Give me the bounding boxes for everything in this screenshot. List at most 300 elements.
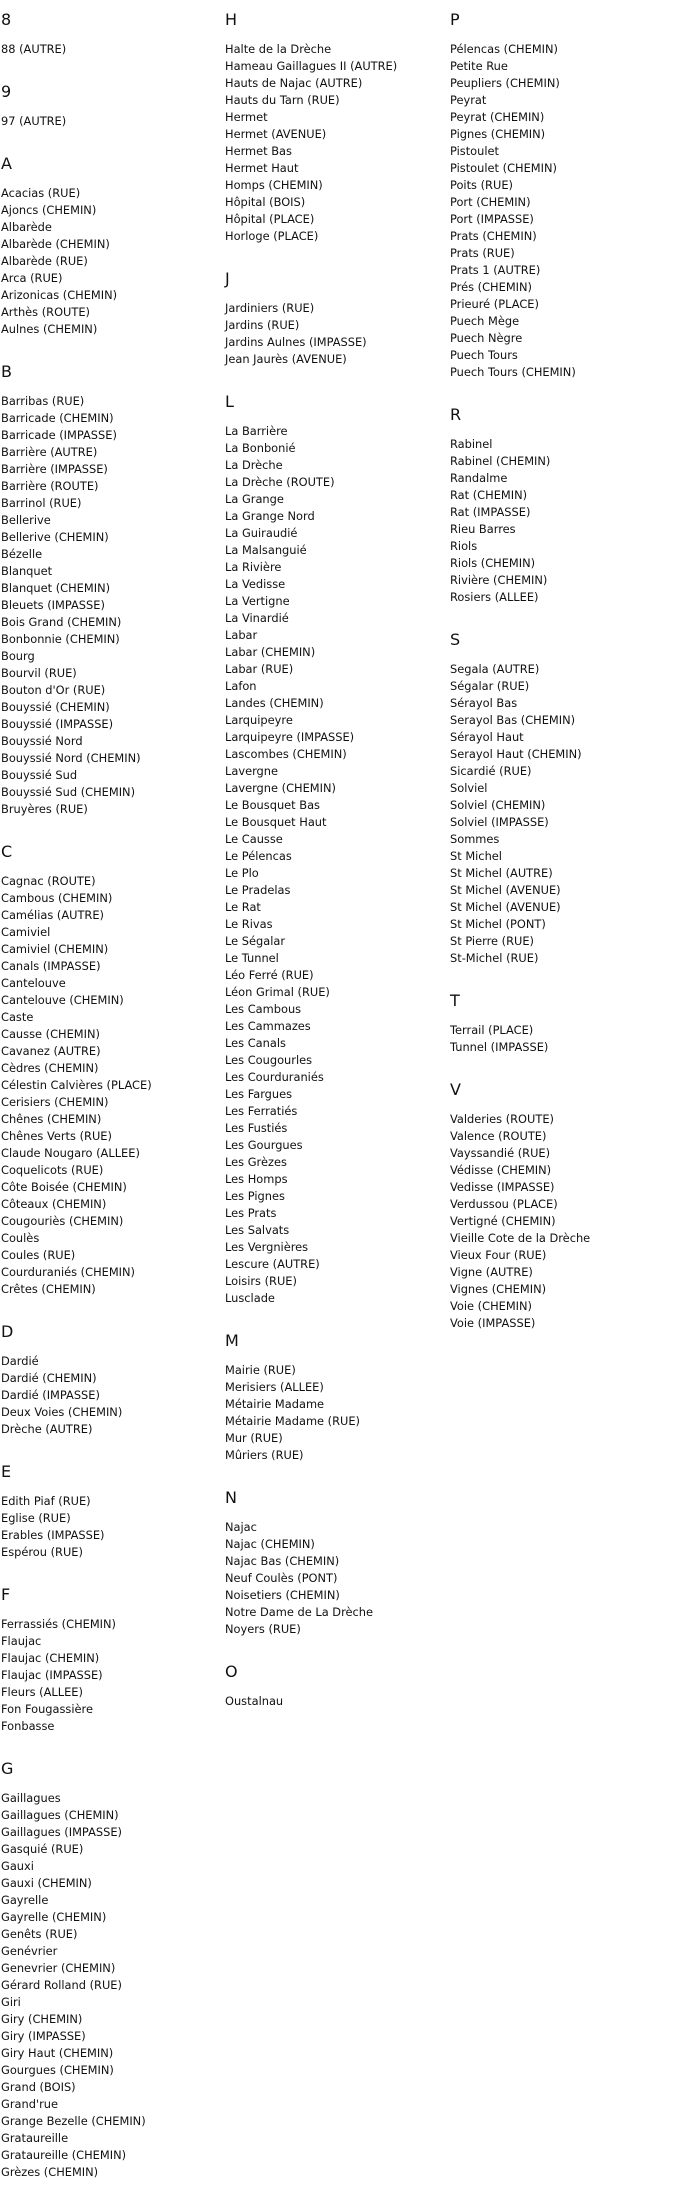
street-list	[1, 1493, 221, 1561]
street-list	[1, 393, 221, 818]
street-list	[225, 1362, 445, 1464]
street-item: Dardié	[1, 1354, 39, 1368]
street-item: Segala (AUTRE)	[450, 662, 540, 676]
letter-group-9	[1, 82, 221, 130]
street-item: Les Salvats	[225, 1223, 290, 1237]
letter-group-l	[225, 392, 445, 1307]
letter-group-p	[450, 10, 670, 381]
street-item: Védisse (CHEMIN)	[450, 1163, 552, 1177]
street-item: Bonbonnie (CHEMIN)	[1, 632, 120, 646]
street-item: Les Courduraniés	[225, 1070, 324, 1084]
street-item: Mairie (RUE)	[225, 1363, 296, 1377]
street-item: Les Ferratiés	[225, 1104, 298, 1118]
street-item: Noisetiers (CHEMIN)	[225, 1588, 340, 1602]
letter-group-c	[1, 842, 221, 1298]
street-list	[1, 873, 221, 1298]
street-item: Notre Dame de La Drèche	[225, 1605, 373, 1619]
street-item: La Grange Nord	[225, 509, 315, 523]
street-item: Deux Voies (CHEMIN)	[1, 1405, 123, 1419]
street-item: Les Pignes	[225, 1189, 285, 1203]
street-item: Prats 1 (AUTRE)	[450, 263, 541, 277]
street-list	[450, 436, 670, 606]
letter-group-g	[1, 1759, 221, 2181]
street-item: Valence (ROUTE)	[450, 1129, 547, 1143]
index-column-3	[450, 10, 670, 1356]
street-item: Gaillagues	[1, 1791, 61, 1805]
street-item: Prats (RUE)	[450, 246, 515, 260]
street-item: Camiviel	[1, 925, 51, 939]
street-item: Vieux Four (RUE)	[450, 1248, 547, 1262]
street-item: Homps (CHEMIN)	[225, 178, 323, 192]
street-item: Le Ségalar	[225, 934, 286, 948]
street-item: Giry Haut (CHEMIN)	[1, 2046, 114, 2060]
street-item: Larquipeyre	[225, 713, 293, 727]
street-item: Peyrat (CHEMIN)	[450, 110, 545, 124]
street-item: Fleurs (ALLEE)	[1, 1685, 83, 1699]
street-item: Bouyssié (CHEMIN)	[1, 700, 110, 714]
street-item: Le Rivas	[225, 917, 273, 931]
letter-heading: J	[225, 269, 230, 288]
street-item: Noyers (RUE)	[225, 1622, 301, 1636]
street-item: Serayol Bas (CHEMIN)	[450, 713, 576, 727]
letter-group-j	[225, 269, 445, 368]
street-item: Eglise (RUE)	[1, 1511, 71, 1525]
letter-heading: D	[1, 1322, 14, 1341]
street-item: Voie (CHEMIN)	[450, 1299, 532, 1313]
letter-heading: G	[1, 1759, 14, 1778]
street-item: Vigne (AUTRE)	[450, 1265, 533, 1279]
street-item: Barrière (ROUTE)	[1, 479, 99, 493]
street-item: Ferrassiés (CHEMIN)	[1, 1617, 116, 1631]
street-list	[1, 1790, 221, 2181]
letter-heading: S	[450, 630, 461, 649]
street-list	[225, 1693, 445, 1710]
street-item: Crêtes (CHEMIN)	[1, 1282, 96, 1296]
street-item: 88 (AUTRE)	[1, 42, 67, 56]
street-item: Coquelicots (RUE)	[1, 1163, 104, 1177]
street-item: Coulès	[1, 1231, 40, 1245]
street-item: Labar (RUE)	[225, 662, 294, 676]
street-item: Barrinol (RUE)	[1, 496, 82, 510]
street-item: Giry (IMPASSE)	[1, 2029, 86, 2043]
street-item: Voie (IMPASSE)	[450, 1316, 536, 1330]
street-item: Terrail (PLACE)	[450, 1023, 534, 1037]
street-item: Blanquet (CHEMIN)	[1, 581, 111, 595]
street-item: Puech Nègre	[450, 331, 523, 345]
street-item: Albarède	[1, 220, 52, 234]
street-item: Causse (CHEMIN)	[1, 1027, 100, 1041]
letter-group-d	[1, 1322, 221, 1438]
street-item: Pignes (CHEMIN)	[450, 127, 546, 141]
street-item: Les Fustiés	[225, 1121, 288, 1135]
letter-group-h	[225, 10, 445, 245]
street-item: Fonbasse	[1, 1719, 55, 1733]
street-item: Solviel (CHEMIN)	[450, 798, 546, 812]
street-item: Rosiers (ALLEE)	[450, 590, 539, 604]
street-item: Edith Piaf (RUE)	[1, 1494, 91, 1508]
letter-heading: M	[225, 1331, 239, 1350]
letter-heading: R	[450, 405, 462, 424]
street-item: Prats (CHEMIN)	[450, 229, 537, 243]
street-item: Lusclade	[225, 1291, 275, 1305]
street-item: 97 (AUTRE)	[1, 114, 67, 128]
street-item: Les Vergnières	[225, 1240, 309, 1254]
street-item: Oustalnau	[225, 1694, 284, 1708]
street-item: Genêts (RUE)	[1, 1927, 78, 1941]
letter-heading: H	[225, 10, 238, 29]
letter-group-s	[450, 630, 670, 967]
street-item: Bellerive	[1, 513, 51, 527]
street-item: Camélias (AUTRE)	[1, 908, 104, 922]
street-item: Gauxi (CHEMIN)	[1, 1876, 92, 1890]
street-item: Le Bousquet Haut	[225, 815, 327, 829]
letter-heading: A	[1, 154, 12, 173]
street-item: Espérou (RUE)	[1, 1545, 83, 1559]
street-item: Cantelouve	[1, 976, 66, 990]
street-item: Vedisse (IMPASSE)	[450, 1180, 555, 1194]
letter-heading: E	[1, 1462, 12, 1481]
street-item: Valderies (ROUTE)	[450, 1112, 554, 1126]
street-item: Chênes (CHEMIN)	[1, 1112, 102, 1126]
street-item: Sérayol Bas	[450, 696, 518, 710]
street-item: Gérard Rolland (RUE)	[1, 1978, 122, 1992]
street-item: Halte de la Drèche	[225, 42, 332, 56]
street-item: Hermet Haut	[225, 161, 299, 175]
street-item: Giri	[1, 1995, 21, 2009]
street-item: Le Plo	[225, 866, 259, 880]
street-item: Hermet (AVENUE)	[225, 127, 327, 141]
letter-group-e	[1, 1462, 221, 1561]
street-item: Les Fargues	[225, 1087, 293, 1101]
street-item: Camiviel (CHEMIN)	[1, 942, 109, 956]
street-item: Bézelle	[1, 547, 43, 561]
letter-heading: 8	[1, 10, 12, 29]
street-item: Najac (CHEMIN)	[225, 1537, 315, 1551]
street-item: Bouyssié Sud	[1, 768, 78, 782]
street-item: Rabinel	[450, 437, 493, 451]
street-item: Port (CHEMIN)	[450, 195, 531, 209]
street-item: Sommes	[450, 832, 500, 846]
letter-group-m	[225, 1331, 445, 1464]
street-item: Le Pradelas	[225, 883, 291, 897]
street-list	[1, 1353, 221, 1438]
street-list	[225, 41, 445, 245]
street-item: Solviel	[450, 781, 488, 795]
letter-group-b	[1, 362, 221, 818]
letter-heading: B	[1, 362, 12, 381]
street-item: Les Cambous	[225, 1002, 302, 1016]
street-item: Bouton d'Or (RUE)	[1, 683, 106, 697]
street-item: La Malsanguié	[225, 543, 307, 557]
street-item: Prés (CHEMIN)	[450, 280, 532, 294]
street-item: Bellerive (CHEMIN)	[1, 530, 109, 544]
street-item: Le Rat	[225, 900, 261, 914]
street-item: Barricade (CHEMIN)	[1, 411, 114, 425]
street-item: Port (IMPASSE)	[450, 212, 534, 226]
street-item: Rabinel (CHEMIN)	[450, 454, 551, 468]
street-item: Puech Tours	[450, 348, 518, 362]
street-item: Riols (CHEMIN)	[450, 556, 536, 570]
street-item: Petite Rue	[450, 59, 508, 73]
street-item: Dardié (IMPASSE)	[1, 1388, 100, 1402]
street-item: Cèdres (CHEMIN)	[1, 1061, 99, 1075]
letter-group-f	[1, 1585, 221, 1735]
street-item: Larquipeyre (IMPASSE)	[225, 730, 355, 744]
street-item: Neuf Coulès (PONT)	[225, 1571, 338, 1585]
street-item: Dardié (CHEMIN)	[1, 1371, 97, 1385]
street-item: Sicardié (RUE)	[450, 764, 532, 778]
letter-heading: O	[225, 1662, 238, 1681]
street-item: Pistoulet (CHEMIN)	[450, 161, 557, 175]
street-item: La Drèche (ROUTE)	[225, 475, 335, 489]
street-item: Hauts du Tarn (RUE)	[225, 93, 340, 107]
street-list	[225, 423, 445, 1307]
street-item: Arthès (ROUTE)	[1, 305, 90, 319]
street-item: Métairie Madame (RUE)	[225, 1414, 361, 1428]
street-item: Albarède (CHEMIN)	[1, 237, 110, 251]
street-list	[450, 661, 670, 967]
street-item: Cantelouve (CHEMIN)	[1, 993, 124, 1007]
street-item: Rat (CHEMIN)	[450, 488, 528, 502]
street-item: Gayrelle (CHEMIN)	[1, 1910, 107, 1924]
street-item: La Barrière	[225, 424, 288, 438]
letter-heading: F	[1, 1585, 11, 1604]
street-item: Gourgues (CHEMIN)	[1, 2063, 114, 2077]
street-item: Bourvil (RUE)	[1, 666, 77, 680]
index-column-2	[225, 10, 445, 1734]
letter-heading: P	[450, 10, 460, 29]
street-item: Drèche (AUTRE)	[1, 1422, 93, 1436]
street-item: Pélencas (CHEMIN)	[450, 42, 558, 56]
street-list	[450, 1111, 670, 1332]
letter-heading: N	[225, 1488, 237, 1507]
street-item: Ségalar (RUE)	[450, 679, 530, 693]
street-item: Arca (RUE)	[1, 271, 63, 285]
street-item: Lascombes (CHEMIN)	[225, 747, 347, 761]
street-item: Grange Bezelle (CHEMIN)	[1, 2114, 146, 2128]
street-item: Landes (CHEMIN)	[225, 696, 324, 710]
street-item: Rivière (CHEMIN)	[450, 573, 548, 587]
letter-heading: L	[225, 392, 234, 411]
street-list	[225, 300, 445, 368]
street-item: Lavergne (CHEMIN)	[225, 781, 336, 795]
street-item: Vignes (CHEMIN)	[450, 1282, 547, 1296]
street-item: Poits (RUE)	[450, 178, 513, 192]
street-item: Célestin Calvières (PLACE)	[1, 1078, 152, 1092]
street-list	[450, 1022, 670, 1056]
street-item: Le Pélencas	[225, 849, 292, 863]
street-item: St Michel (AVENUE)	[450, 883, 561, 897]
letter-group-v	[450, 1080, 670, 1332]
street-item: Rieu Barres	[450, 522, 516, 536]
street-item: Loisirs (RUE)	[225, 1274, 297, 1288]
street-item: Canals (IMPASSE)	[1, 959, 101, 973]
street-item: Côteaux (CHEMIN)	[1, 1197, 107, 1211]
street-item: Cagnac (ROUTE)	[1, 874, 96, 888]
street-item: Barrière (AUTRE)	[1, 445, 98, 459]
street-item: Genevrier (CHEMIN)	[1, 1961, 116, 1975]
street-item: Jardiniers (RUE)	[225, 301, 315, 315]
street-item: Les Homps	[225, 1172, 288, 1186]
street-item: Vayssandié (RUE)	[450, 1146, 551, 1160]
street-item: Fon Fougassière	[1, 1702, 93, 1716]
letter-group-8	[1, 10, 221, 58]
street-item: Les Gourgues	[225, 1138, 303, 1152]
street-item: Horloge (PLACE)	[225, 229, 319, 243]
street-item: Cougouriès (CHEMIN)	[1, 1214, 124, 1228]
street-item: Gayrelle	[1, 1893, 49, 1907]
street-item: Flaujac (CHEMIN)	[1, 1651, 100, 1665]
street-item: La Vedisse	[225, 577, 286, 591]
street-item: Hauts de Najac (AUTRE)	[225, 76, 363, 90]
street-item: Gaillagues (IMPASSE)	[1, 1825, 122, 1839]
street-item: Flaujac (IMPASSE)	[1, 1668, 103, 1682]
street-item: Grand (BOIS)	[1, 2080, 76, 2094]
street-item: Cerisiers (CHEMIN)	[1, 1095, 109, 1109]
letter-heading: C	[1, 842, 13, 861]
street-item: Hermet	[225, 110, 268, 124]
street-item: Les Grèzes	[225, 1155, 287, 1169]
street-list	[450, 41, 670, 381]
street-item: Le Tunnel	[225, 951, 279, 965]
letter-group-r	[450, 405, 670, 606]
street-item: Mûriers (RUE)	[225, 1448, 304, 1462]
street-item: La Vinardié	[225, 611, 289, 625]
street-item: Vertigné (CHEMIN)	[450, 1214, 556, 1228]
street-item: Gaillagues (CHEMIN)	[1, 1808, 119, 1822]
street-item: St Pierre (RUE)	[450, 934, 534, 948]
street-item: Erables (IMPASSE)	[1, 1528, 105, 1542]
street-item: Blanquet	[1, 564, 53, 578]
street-item: Métairie Madame	[225, 1397, 325, 1411]
street-item: Grataureille	[1, 2131, 69, 2145]
street-list	[1, 185, 221, 338]
street-item: Genévrier	[1, 1944, 58, 1958]
street-item: Albarède (RUE)	[1, 254, 88, 268]
street-list	[1, 1616, 221, 1735]
street-item: Grèzes (CHEMIN)	[1, 2165, 99, 2179]
street-item: Côte Boisée (CHEMIN)	[1, 1180, 127, 1194]
street-item: Lavergne	[225, 764, 279, 778]
letter-group-t	[450, 991, 670, 1056]
street-list	[225, 1519, 445, 1638]
street-item: Bouyssié Nord (CHEMIN)	[1, 751, 141, 765]
letter-group-n	[225, 1488, 445, 1638]
street-item: Claude Nougaro (ALLEE)	[1, 1146, 140, 1160]
street-item: Courduraniés (CHEMIN)	[1, 1265, 135, 1279]
street-item: Barricade (IMPASSE)	[1, 428, 117, 442]
street-item: Bourg	[1, 649, 35, 663]
street-item: Prieuré (PLACE)	[450, 297, 539, 311]
street-item: Hôpital (PLACE)	[225, 212, 315, 226]
street-item: Riols	[450, 539, 478, 553]
street-item: Les Canals	[225, 1036, 286, 1050]
street-item: Caste	[1, 1010, 34, 1024]
street-item: Lescure (AUTRE)	[225, 1257, 320, 1271]
street-item: La Rivière	[225, 560, 282, 574]
street-item: Les Prats	[225, 1206, 277, 1220]
street-item: La Bonbonié	[225, 441, 296, 455]
street-item: Chênes Verts (RUE)	[1, 1129, 112, 1143]
street-item: Cambous (CHEMIN)	[1, 891, 113, 905]
street-item: Barrière (IMPASSE)	[1, 462, 108, 476]
street-list	[1, 41, 221, 58]
street-item: Bruyères (RUE)	[1, 802, 88, 816]
street-item: St Michel (AUTRE)	[450, 866, 553, 880]
street-item: La Guiraudié	[225, 526, 298, 540]
street-item: Merisiers (ALLEE)	[225, 1380, 324, 1394]
street-item: Grand'rue	[1, 2097, 58, 2111]
street-item: St Michel (PONT)	[450, 917, 546, 931]
street-item: Le Bousquet Bas	[225, 798, 320, 812]
street-item: Bleuets (IMPASSE)	[1, 598, 105, 612]
street-item: St Michel (AVENUE)	[450, 900, 561, 914]
street-item: La Vertigne	[225, 594, 290, 608]
street-item: Jardins Aulnes (IMPASSE)	[225, 335, 367, 349]
street-item: Verdussou (PLACE)	[450, 1197, 558, 1211]
street-item: Léo Ferré (RUE)	[225, 968, 314, 982]
letter-heading: 9	[1, 82, 12, 101]
street-item: Barribas (RUE)	[1, 394, 85, 408]
street-item: Bouyssié Nord	[1, 734, 83, 748]
street-item: Hameau Gaillagues II (AUTRE)	[225, 59, 398, 73]
street-item: Serayol Haut (CHEMIN)	[450, 747, 582, 761]
street-item: Grataureille (CHEMIN)	[1, 2148, 127, 2162]
letter-heading: T	[450, 991, 460, 1010]
street-item: Mur (RUE)	[225, 1431, 283, 1445]
street-item: Tunnel (IMPASSE)	[450, 1040, 549, 1054]
street-item: La Drèche	[225, 458, 283, 472]
street-item: Vieille Cote de la Drèche	[450, 1231, 591, 1245]
street-item: La Grange	[225, 492, 284, 506]
letter-group-a	[1, 154, 221, 338]
street-item: Rat (IMPASSE)	[450, 505, 531, 519]
street-item: Cavanez (AUTRE)	[1, 1044, 101, 1058]
street-item: Léon Grimal (RUE)	[225, 985, 330, 999]
street-item: Les Cammazes	[225, 1019, 311, 1033]
street-item: Puech Mège	[450, 314, 520, 328]
street-item: Flaujac	[1, 1634, 42, 1648]
street-item: Sérayol Haut	[450, 730, 524, 744]
street-item: Bois Grand (CHEMIN)	[1, 615, 122, 629]
street-list	[1, 113, 221, 130]
street-item: Jean Jaurès (AVENUE)	[225, 352, 347, 366]
letter-heading: V	[450, 1080, 461, 1099]
street-item: Bouyssié Sud (CHEMIN)	[1, 785, 136, 799]
street-item: Arizonicas (CHEMIN)	[1, 288, 118, 302]
street-item: Hermet Bas	[225, 144, 292, 158]
index-column-1	[1, 10, 221, 2205]
letter-group-o	[225, 1662, 445, 1710]
street-item: Gasquié (RUE)	[1, 1842, 84, 1856]
street-item: Peupliers (CHEMIN)	[450, 76, 560, 90]
street-item: Le Causse	[225, 832, 283, 846]
street-item: Hôpital (BOIS)	[225, 195, 306, 209]
street-item: Labar (CHEMIN)	[225, 645, 316, 659]
street-item: Solviel (IMPASSE)	[450, 815, 549, 829]
street-item: Gauxi	[1, 1859, 34, 1873]
street-item: Les Cougourles	[225, 1053, 313, 1067]
street-item: Randalme	[450, 471, 508, 485]
street-item: Giry (CHEMIN)	[1, 2012, 83, 2026]
street-item: Pistoulet	[450, 144, 500, 158]
street-item: Peyrat	[450, 93, 487, 107]
street-item: Coules (RUE)	[1, 1248, 76, 1262]
street-item: Ajoncs (CHEMIN)	[1, 203, 97, 217]
street-item: Najac Bas (CHEMIN)	[225, 1554, 340, 1568]
street-item: St-Michel (RUE)	[450, 951, 539, 965]
street-item: St Michel	[450, 849, 502, 863]
